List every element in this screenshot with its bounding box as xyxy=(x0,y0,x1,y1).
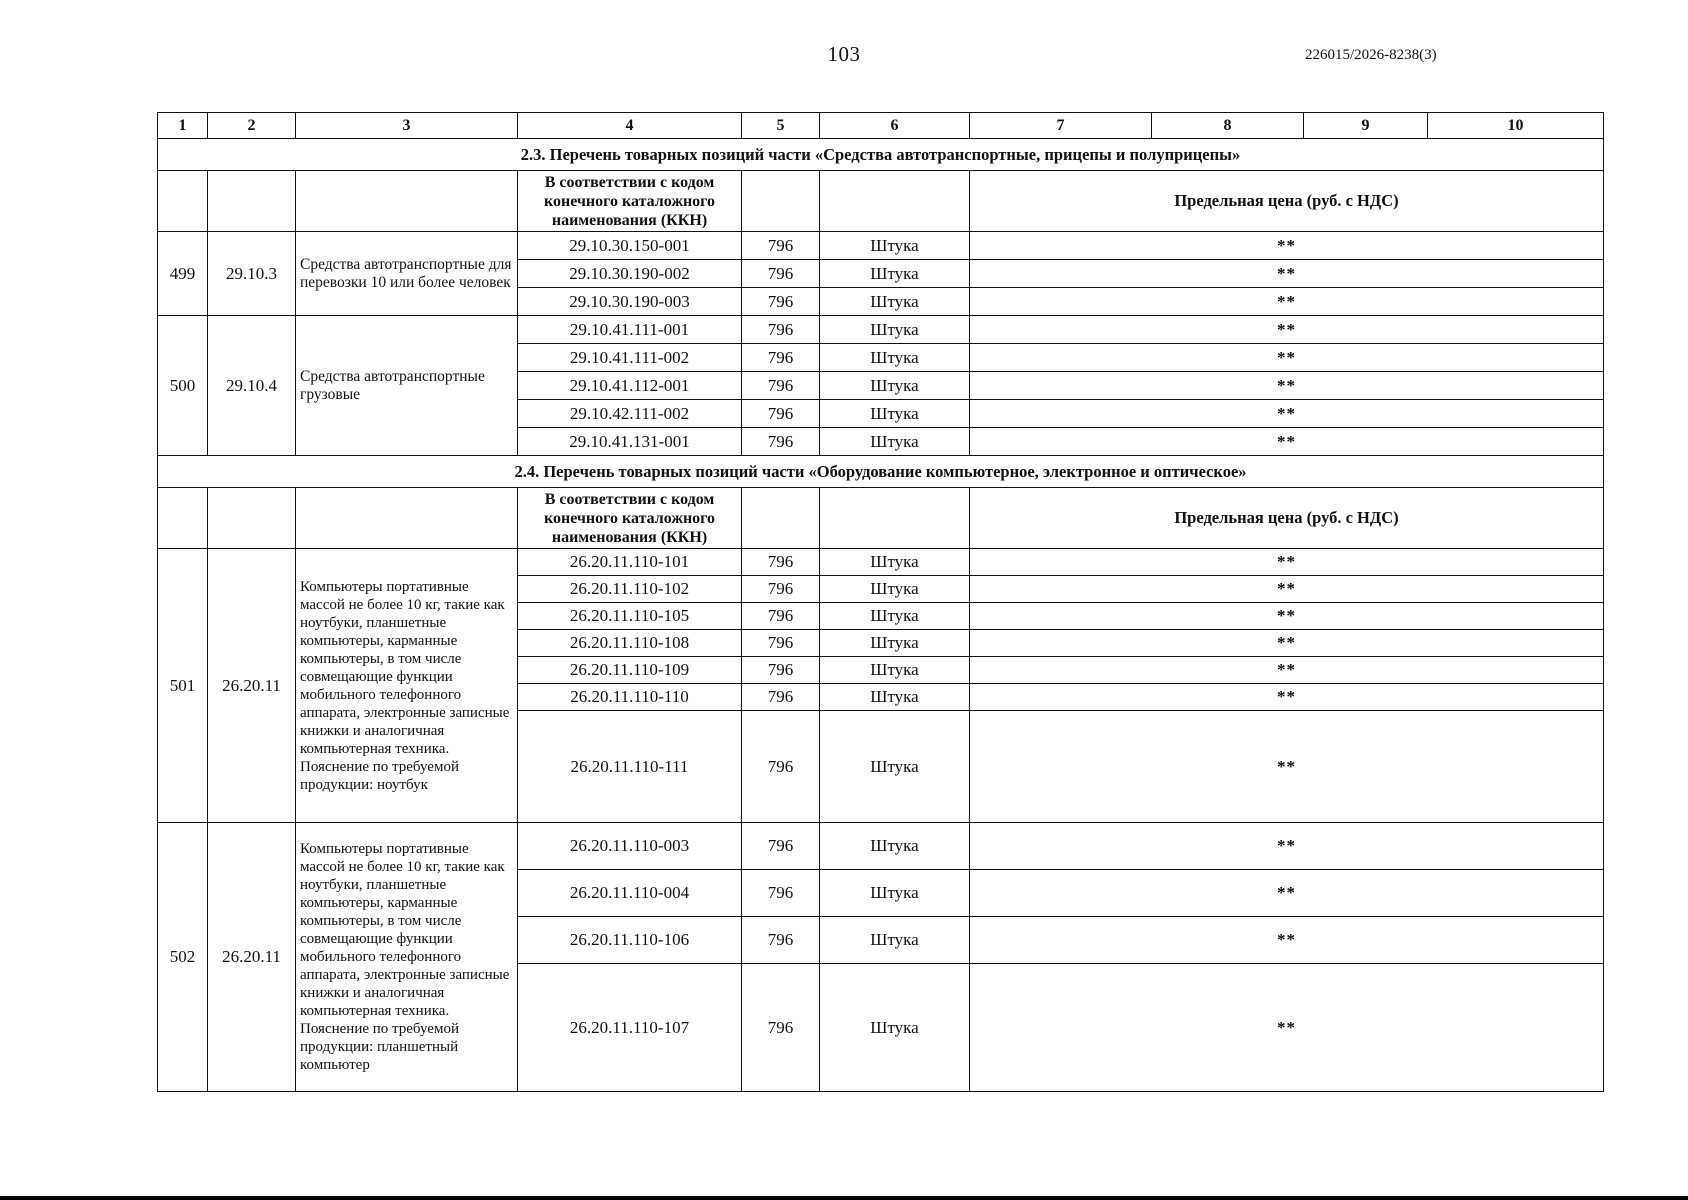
kkn-code: 29.10.41.111-002 xyxy=(518,344,742,372)
price-limit: ** xyxy=(970,711,1604,823)
unit: Штука xyxy=(820,870,970,917)
price-limit: ** xyxy=(970,870,1604,917)
okei-code: 796 xyxy=(742,823,820,870)
kkn-code: 26.20.11.110-108 xyxy=(518,630,742,657)
unit: Штука xyxy=(820,917,970,964)
column-header: 2 xyxy=(208,113,296,139)
unit: Штука xyxy=(820,232,970,260)
section-title-row xyxy=(158,456,1604,488)
subheader-row xyxy=(158,488,1604,549)
okei-code: 796 xyxy=(742,870,820,917)
kkn-code: 26.20.11.110-107 xyxy=(518,964,742,1092)
unit: Штука xyxy=(820,316,970,344)
unit: Штука xyxy=(820,711,970,823)
column-number-row xyxy=(158,113,1604,139)
okei-code: 796 xyxy=(742,603,820,630)
kkn-code: 29.10.30.190-002 xyxy=(518,260,742,288)
okei-code: 796 xyxy=(742,232,820,260)
price-limit: ** xyxy=(970,400,1604,428)
unit: Штука xyxy=(820,344,970,372)
section-title-row xyxy=(158,139,1604,171)
price-limit: ** xyxy=(970,549,1604,576)
product-name: Средства автотранспортные грузовые xyxy=(296,316,518,456)
product-name: Компьютеры портативные массой не более 10 кг, такие как ноутбуки, планшетные компьютеры, карманные компьютеры, в том числе совмещающие функции мобильного телефонного аппарата, электронные записные книжки и аналогичная компьютерная техника. Пояснение по требуемой продукции: ноутбук xyxy=(296,549,518,823)
kkn-code: 26.20.11.110-105 xyxy=(518,603,742,630)
document-id: 226015/2026-8238(3) xyxy=(1305,47,1437,63)
price-limit: ** xyxy=(970,964,1604,1092)
unit: Штука xyxy=(820,576,970,603)
unit: Штука xyxy=(820,549,970,576)
price-limit: ** xyxy=(970,630,1604,657)
okei-code: 796 xyxy=(742,344,820,372)
unit: Штука xyxy=(820,657,970,684)
okei-code: 796 xyxy=(742,316,820,344)
unit: Штука xyxy=(820,630,970,657)
okpd-code: 26.20.11 xyxy=(208,823,296,1092)
okei-code: 796 xyxy=(742,684,820,711)
product-name: Средства автотранспортные для перевозки 10 или более человек xyxy=(296,232,518,316)
price-limit-header: Предельная цена (руб. с НДС) xyxy=(970,171,1604,232)
okei-code: 796 xyxy=(742,711,820,823)
position-number: 501 xyxy=(158,549,208,823)
position-number: 499 xyxy=(158,232,208,316)
kkn-code: 29.10.41.112-001 xyxy=(518,372,742,400)
okei-code: 796 xyxy=(742,260,820,288)
kkn-code: 26.20.11.110-101 xyxy=(518,549,742,576)
kkn-header: В соответствии с кодом конечного каталожного наименования (ККН) xyxy=(518,488,742,549)
subheader-row xyxy=(158,171,1604,232)
unit: Штука xyxy=(820,372,970,400)
price-limit: ** xyxy=(970,288,1604,316)
price-limit: ** xyxy=(970,684,1604,711)
kkn-code: 26.20.11.110-106 xyxy=(518,917,742,964)
page-number: 103 xyxy=(827,42,861,66)
unit: Штука xyxy=(820,603,970,630)
kkn-code: 29.10.30.190-003 xyxy=(518,288,742,316)
okpd-code: 29.10.3 xyxy=(208,232,296,316)
kkn-code: 26.20.11.110-102 xyxy=(518,576,742,603)
column-header: 6 xyxy=(820,113,970,139)
price-limit: ** xyxy=(970,657,1604,684)
price-limit: ** xyxy=(970,316,1604,344)
section-title: 2.4. Перечень товарных позиций части «Оборудование компьютерное, электронное и оптическое» xyxy=(158,456,1604,488)
column-header: 5 xyxy=(742,113,820,139)
kkn-code: 29.10.41.131-001 xyxy=(518,428,742,456)
okei-code: 796 xyxy=(742,400,820,428)
okei-code: 796 xyxy=(742,964,820,1092)
table-row xyxy=(158,823,1604,870)
column-header: 1 xyxy=(158,113,208,139)
column-header: 4 xyxy=(518,113,742,139)
price-limit: ** xyxy=(970,603,1604,630)
okei-code: 796 xyxy=(742,549,820,576)
kkn-code: 29.10.42.111-002 xyxy=(518,400,742,428)
price-limit: ** xyxy=(970,917,1604,964)
okei-code: 796 xyxy=(742,288,820,316)
table-row xyxy=(158,316,1604,344)
unit: Штука xyxy=(820,964,970,1092)
kkn-code: 29.10.30.150-001 xyxy=(518,232,742,260)
okpd-code: 29.10.4 xyxy=(208,316,296,456)
kkn-header: В соответствии с кодом конечного каталожного наименования (ККН) xyxy=(518,171,742,232)
price-limit: ** xyxy=(970,576,1604,603)
column-header: 8 xyxy=(1152,113,1304,139)
okei-code: 796 xyxy=(742,372,820,400)
okei-code: 796 xyxy=(742,576,820,603)
kkn-code: 26.20.11.110-110 xyxy=(518,684,742,711)
price-limit: ** xyxy=(970,260,1604,288)
okpd-code: 26.20.11 xyxy=(208,549,296,823)
unit: Штука xyxy=(820,260,970,288)
column-header: 7 xyxy=(970,113,1152,139)
okei-code: 796 xyxy=(742,428,820,456)
kkn-code: 29.10.41.111-001 xyxy=(518,316,742,344)
unit: Штука xyxy=(820,288,970,316)
kkn-code: 26.20.11.110-109 xyxy=(518,657,742,684)
column-header: 3 xyxy=(296,113,518,139)
position-number: 502 xyxy=(158,823,208,1092)
section-title: 2.3. Перечень товарных позиций части «Средства автотранспортные, прицепы и полуприцепы» xyxy=(158,139,1604,171)
price-limit: ** xyxy=(970,372,1604,400)
kkn-code: 26.20.11.110-003 xyxy=(518,823,742,870)
price-limit: ** xyxy=(970,823,1604,870)
position-number: 500 xyxy=(158,316,208,456)
column-header: 9 xyxy=(1304,113,1428,139)
price-limit-header: Предельная цена (руб. с НДС) xyxy=(970,488,1604,549)
table-row xyxy=(158,232,1604,260)
price-limit: ** xyxy=(970,344,1604,372)
unit: Штука xyxy=(820,428,970,456)
okei-code: 796 xyxy=(742,630,820,657)
price-limit: ** xyxy=(970,232,1604,260)
table-row xyxy=(158,549,1604,576)
unit: Штука xyxy=(820,684,970,711)
price-limit-table xyxy=(157,112,1604,1092)
product-name: Компьютеры портативные массой не более 10 кг, такие как ноутбуки, планшетные компьютеры, карманные компьютеры, в том числе совмещающие функции мобильного телефонного аппарата, электронные записные книжки и аналогичная компьютерная техника. Пояснение по требуемой продукции: планшетный компьютер xyxy=(296,823,518,1092)
unit: Штука xyxy=(820,823,970,870)
okei-code: 796 xyxy=(742,917,820,964)
unit: Штука xyxy=(820,400,970,428)
kkn-code: 26.20.11.110-111 xyxy=(518,711,742,823)
column-header: 10 xyxy=(1428,113,1604,139)
okei-code: 796 xyxy=(742,657,820,684)
price-limit: ** xyxy=(970,428,1604,456)
kkn-code: 26.20.11.110-004 xyxy=(518,870,742,917)
